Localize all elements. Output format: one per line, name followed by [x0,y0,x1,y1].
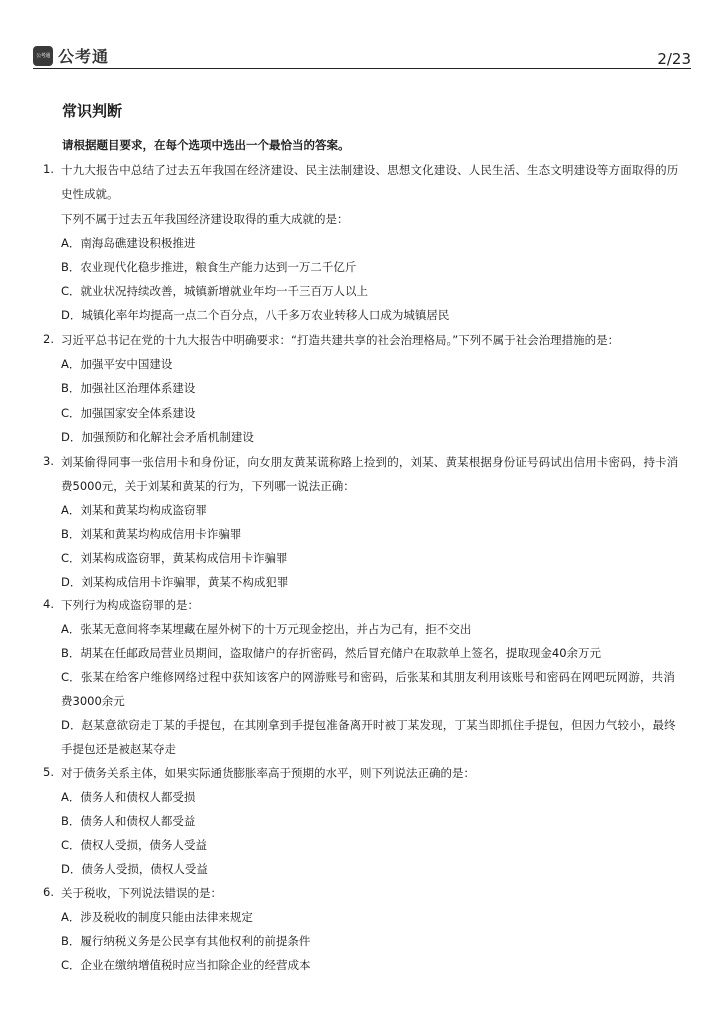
question-stem-line: 关于税收，下列说法错误的是： [61,886,222,900]
option-a: A．债务人和债权人都受损 [61,790,196,804]
logo-icon: 公考通 [33,46,53,66]
question-stem-line: 对于债务关系主体，如果实际通货膨胀率高于预期的水平，则下列说法正确的是： [61,766,475,780]
option-a: A．南海岛礁建设积极推进 [61,236,196,250]
option-d: D．赵某意欲窃走丁某的手提包，在其刚拿到手提包准备离开时被丁某发现，丁某当即抓住手提包，但因力气较小，最终 [61,718,676,732]
question-number: 6. [43,885,54,899]
option-b: B．刘某和黄某均构成信用卡诈骗罪 [61,527,242,541]
question-number: 5. [43,765,54,779]
question-stem-line: 习近平总书记在党的十九大报告中明确要求：“打造共建共享的社会治理格局。”下列不属于社会治理措施的是： [61,333,620,347]
option-b: B．农业现代化稳步推进，粮食生产能力达到一万二千亿斤 [61,260,357,274]
option-c-continued: 费3000余元 [61,694,125,708]
option-c: C．企业在缴纳增值税时应当扣除企业的经营成本 [61,958,311,972]
option-a: A．涉及税收的制度只能由法律来规定 [61,910,253,924]
question-stem-line: 下列行为构成盗窃罪的是： [61,598,199,612]
question-stem-line: 十九大报告中总结了过去五年我国在经济建设、民主法制建设、思想文化建设、人民生活、生态文明建设等方面取得的历 [61,163,679,177]
option-b: B．胡某在任邮政局营业员期间，盗取储户的存折密码，然后冒充储户在取款单上签名，提取现金40余万元 [61,646,602,660]
question-number: 2. [43,332,54,346]
page-number: 2/23 [657,50,691,68]
option-a: A．加强平安中国建设 [61,357,173,371]
question-stem-line: 史性成就。 [61,187,119,201]
option-c: C．债权人受损，债务人受益 [61,838,208,852]
brand-logo [33,44,109,67]
option-d: D．刘某构成信用卡诈骗罪，黄某不构成犯罪 [61,575,289,589]
question-number: 4. [43,597,54,611]
option-b: B．加强社区治理体系建设 [61,381,196,395]
option-c: C．刘某构成盗窃罪，黄某构成信用卡诈骗罪 [61,551,288,565]
option-c: C．加强国家安全体系建设 [61,406,196,420]
option-d: D．加强预防和化解社会矛盾机制建设 [61,430,254,444]
option-c: C．张某在给客户维修网络过程中获知该客户的网游账号和密码，后张某和其朋友利用该账号和密码在网吧玩网游，共消 [61,670,675,684]
logo-text: 公考通 [58,47,110,66]
option-d-continued: 手提包还是被赵某夺走 [61,742,176,756]
instruction-text: 请根据题目要求，在每个选项中选出一个最恰当的答案。 [62,138,350,152]
option-d: D．债务人受损，债权人受益 [61,862,208,876]
option-b: B．债务人和债权人都受益 [61,814,196,828]
question-stem-line: 费5000元，关于刘某和黄某的行为，下列哪一说法正确： [61,479,355,493]
option-d: D．城镇化率年均提高一点二个百分点，八千多万农业转移人口成为城镇居民 [61,308,450,322]
question-stem-line: 下列不属于过去五年我国经济建设取得的重大成就的是： [61,212,349,226]
option-c: C．就业状况持续改善，城镇新增就业年均一千三百万人以上 [61,284,369,298]
page-header [33,42,691,69]
option-b: B．履行纳税义务是公民享有其他权利的前提条件 [61,934,311,948]
question-number: 3. [43,454,54,468]
question-number: 1. [43,162,54,176]
section-title: 常识判断 [62,102,123,120]
option-a: A．张某无意间将李某埋藏在屋外树下的十万元现金挖出，并占为己有，拒不交出 [61,622,472,636]
question-stem-line: 刘某偷得同事一张信用卡和身份证，向女朋友黄某谎称路上捡到的，刘某、黄某根据身份证号码试出信用卡密码，持卡消 [61,455,679,469]
option-a: A．刘某和黄某均构成盗窃罪 [61,503,207,517]
